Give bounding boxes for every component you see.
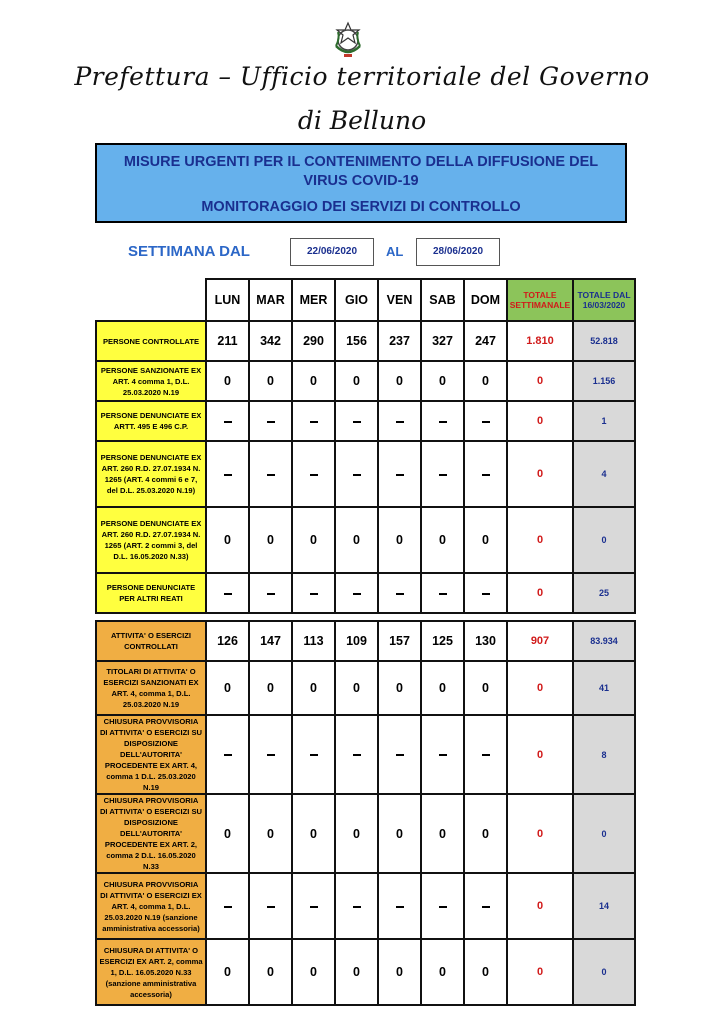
day-header: GIO (335, 279, 378, 321)
day-value-cell: 0 (464, 361, 507, 401)
day-value-cell (292, 441, 335, 507)
day-value-cell: 0 (249, 661, 292, 715)
dash-mark (396, 474, 404, 476)
dash-mark (310, 474, 318, 476)
day-value-cell: 290 (292, 321, 335, 361)
overall-total-cell: 8 (573, 715, 635, 794)
day-value-cell: 0 (206, 794, 249, 873)
dash-mark (353, 421, 361, 423)
day-header: LUN (206, 279, 249, 321)
table-corner (96, 279, 206, 321)
day-value-cell: 0 (292, 794, 335, 873)
day-value-cell (249, 715, 292, 794)
dash-mark (267, 906, 275, 908)
weekly-total-cell: 0 (507, 873, 573, 939)
dash-mark (439, 593, 447, 595)
overall-total-cell: 4 (573, 441, 635, 507)
control-table (95, 278, 636, 1006)
day-value-cell: 0 (378, 361, 421, 401)
day-value-cell (292, 573, 335, 613)
day-value-cell: 0 (464, 661, 507, 715)
day-header: DOM (464, 279, 507, 321)
day-value-cell: 130 (464, 621, 507, 661)
dash-mark (482, 474, 490, 476)
day-value-cell: 0 (421, 661, 464, 715)
dash-mark (439, 474, 447, 476)
day-value-cell (249, 873, 292, 939)
overall-total-cell: 0 (573, 507, 635, 573)
overall-total-cell: 1 (573, 401, 635, 441)
dash-mark (482, 754, 490, 756)
dash-mark (353, 593, 361, 595)
dash-mark (267, 421, 275, 423)
day-value-cell (335, 873, 378, 939)
day-header: MAR (249, 279, 292, 321)
day-value-cell: 147 (249, 621, 292, 661)
day-value-cell: 0 (292, 939, 335, 1005)
day-value-cell (206, 401, 249, 441)
weekly-total-cell: 0 (507, 401, 573, 441)
day-value-cell (464, 873, 507, 939)
row-label: TITOLARI DI ATTIVITA' O ESERCIZI SANZIONATI EX ART. 4, comma 1, D.L. 25.03.2020 N.19 (96, 661, 206, 715)
week-al-label: AL (386, 244, 404, 259)
table-row (96, 621, 635, 661)
weekly-total-cell: 0 (507, 507, 573, 573)
dash-mark (310, 421, 318, 423)
dash-mark (310, 754, 318, 756)
day-value-cell (206, 873, 249, 939)
day-value-cell (292, 715, 335, 794)
day-value-cell: 0 (206, 361, 249, 401)
day-value-cell (206, 441, 249, 507)
table-header-row (96, 279, 635, 321)
row-label: PERSONE CONTROLLATE (96, 321, 206, 361)
day-value-cell: 0 (378, 661, 421, 715)
day-value-cell (421, 715, 464, 794)
day-value-cell: 126 (206, 621, 249, 661)
row-label: PERSONE DENUNCIATE EX ARTT. 495 E 496 C.P. (96, 401, 206, 441)
emblem-logo (330, 20, 366, 60)
day-value-cell: 125 (421, 621, 464, 661)
day-value-cell (206, 573, 249, 613)
day-header: MER (292, 279, 335, 321)
dash-mark (439, 754, 447, 756)
day-value-cell: 0 (292, 507, 335, 573)
day-value-cell: 0 (335, 939, 378, 1005)
row-label: CHIUSURA DI ATTIVITA' O ESERCIZI EX ART. 2, comma 1, D.L. 16.05.2020 N.33 (sanzione amministrativa accessoria) (96, 939, 206, 1005)
table-row (96, 573, 635, 613)
day-value-cell: 156 (335, 321, 378, 361)
prefettura-city: di Belluno (297, 106, 427, 135)
day-value-cell: 0 (206, 939, 249, 1005)
dash-mark (482, 593, 490, 595)
day-value-cell: 0 (335, 661, 378, 715)
day-value-cell (378, 441, 421, 507)
overall-total-cell: 83.934 (573, 621, 635, 661)
overall-total-cell: 52.818 (573, 321, 635, 361)
dash-mark (482, 906, 490, 908)
table-row (96, 401, 635, 441)
day-value-cell: 0 (464, 507, 507, 573)
day-value-cell (421, 573, 464, 613)
day-value-cell (378, 573, 421, 613)
day-value-cell: 0 (249, 794, 292, 873)
day-value-cell: 0 (335, 507, 378, 573)
overall-total-cell: 0 (573, 794, 635, 873)
dash-mark (439, 906, 447, 908)
row-label: PERSONE DENUNCIATE EX ART. 260 R.D. 27.07.1934 N. 1265 (ART. 2 commi 3, del D.L. 16.05.2020 N.33) (96, 507, 206, 573)
table-row (96, 321, 635, 361)
day-value-cell (378, 715, 421, 794)
dash-mark (439, 421, 447, 423)
weekly-total-cell: 0 (507, 361, 573, 401)
dash-mark (310, 593, 318, 595)
dash-mark (267, 593, 275, 595)
day-value-cell (335, 401, 378, 441)
day-value-cell: 0 (206, 661, 249, 715)
dash-mark (482, 421, 490, 423)
day-value-cell (464, 401, 507, 441)
row-label: CHIUSURA PROVVISORIA DI ATTIVITA' O ESERCIZI EX ART. 4, comma 1, D.L. 25.03.2020 N.19 (sanzione amministrativa accessoria) (96, 873, 206, 939)
day-value-cell: 113 (292, 621, 335, 661)
table-row (96, 939, 635, 1005)
weekly-total-cell: 0 (507, 441, 573, 507)
day-value-cell: 0 (421, 939, 464, 1005)
weekly-total-cell: 0 (507, 939, 573, 1005)
weekly-total-cell: 0 (507, 715, 573, 794)
dash-mark (353, 754, 361, 756)
row-label: PERSONE DENUNCIATE PER ALTRI REATI (96, 573, 206, 613)
day-value-cell: 0 (421, 507, 464, 573)
row-label: CHIUSURA PROVVISORIA DI ATTIVITA' O ESERCIZI SU DISPOSIZIONE DELL'AUTORITA' PROCEDENTE EX ART. 2, comma 2 D.L. 16.05.2020 N.33 (96, 794, 206, 873)
day-value-cell: 0 (292, 661, 335, 715)
row-label: CHIUSURA PROVVISORIA DI ATTIVITA' O ESERCIZI SU DISPOSIZIONE DELL'AUTORITA' PROCEDENTE EX ART. 4, comma 1 D.L. 25.03.2020 N.19 (96, 715, 206, 794)
day-value-cell: 0 (378, 939, 421, 1005)
overall-total-cell: 1.156 (573, 361, 635, 401)
day-value-cell: 0 (378, 794, 421, 873)
week-from-date: 22/06/2020 (290, 238, 374, 266)
section-separator (96, 613, 635, 621)
day-value-cell: 237 (378, 321, 421, 361)
day-value-cell: 109 (335, 621, 378, 661)
day-header: SAB (421, 279, 464, 321)
day-value-cell: 157 (378, 621, 421, 661)
day-value-cell (464, 441, 507, 507)
day-value-cell (378, 873, 421, 939)
day-value-cell: 0 (335, 794, 378, 873)
dash-mark (396, 593, 404, 595)
day-value-cell (464, 715, 507, 794)
table-row (96, 715, 635, 794)
table-row (96, 794, 635, 873)
dash-mark (267, 474, 275, 476)
dash-mark (224, 421, 232, 423)
weekly-total-cell: 907 (507, 621, 573, 661)
separator-cell (96, 613, 635, 621)
day-value-cell (292, 873, 335, 939)
dash-mark (224, 474, 232, 476)
table-row (96, 361, 635, 401)
overall-total-cell: 25 (573, 573, 635, 613)
overall-total-cell: 0 (573, 939, 635, 1005)
weekly-total-cell: 0 (507, 573, 573, 613)
dash-mark (267, 754, 275, 756)
day-value-cell (421, 401, 464, 441)
dash-mark (224, 593, 232, 595)
day-value-cell: 0 (378, 507, 421, 573)
dash-mark (396, 754, 404, 756)
overall-total-cell: 14 (573, 873, 635, 939)
dash-mark (224, 754, 232, 756)
day-value-cell (464, 573, 507, 613)
day-value-cell (335, 441, 378, 507)
day-value-cell (335, 715, 378, 794)
weekly-total-cell: 0 (507, 794, 573, 873)
dash-mark (396, 421, 404, 423)
weekly-total-header: TOTALE SETTIMANALE (507, 279, 573, 321)
week-label: SETTIMANA DAL (128, 243, 250, 260)
day-value-cell (249, 441, 292, 507)
day-value-cell: 0 (421, 794, 464, 873)
weekly-total-cell: 1.810 (507, 321, 573, 361)
table-row (96, 873, 635, 939)
week-to-date: 28/06/2020 (416, 238, 500, 266)
dash-mark (353, 474, 361, 476)
day-value-cell (292, 401, 335, 441)
day-value-cell (378, 401, 421, 441)
day-value-cell: 0 (249, 361, 292, 401)
table-row (96, 441, 635, 507)
day-value-cell: 0 (335, 361, 378, 401)
day-value-cell (206, 715, 249, 794)
day-value-cell: 342 (249, 321, 292, 361)
dash-mark (310, 906, 318, 908)
row-label: PERSONE SANZIONATE EX ART. 4 comma 1, D.L. 25.03.2020 N.19 (96, 361, 206, 401)
day-value-cell: 327 (421, 321, 464, 361)
banner-title: MISURE URGENTI PER IL CONTENIMENTO DELLA DIFFUSIONE DEL VIRUS COVID-19 (123, 154, 599, 189)
day-value-cell (249, 401, 292, 441)
day-value-cell (421, 441, 464, 507)
prefettura-heading: Prefettura – Ufficio territoriale del Governo (74, 62, 650, 91)
day-value-cell: 0 (249, 507, 292, 573)
banner-subtitle: MONITORAGGIO DEI SERVIZI DI CONTROLLO (201, 199, 521, 215)
dash-mark (224, 906, 232, 908)
table-row (96, 507, 635, 573)
day-value-cell (335, 573, 378, 613)
title-banner (95, 143, 627, 223)
table-row (96, 661, 635, 715)
dash-mark (396, 906, 404, 908)
day-value-cell: 0 (206, 507, 249, 573)
day-value-cell: 0 (292, 361, 335, 401)
day-header: VEN (378, 279, 421, 321)
day-value-cell: 0 (464, 939, 507, 1005)
day-value-cell: 247 (464, 321, 507, 361)
row-label: ATTIVITA' O ESERCIZI CONTROLLATI (96, 621, 206, 661)
overall-total-cell: 41 (573, 661, 635, 715)
day-value-cell: 0 (421, 361, 464, 401)
day-value-cell: 0 (249, 939, 292, 1005)
dash-mark (353, 906, 361, 908)
day-value-cell (421, 873, 464, 939)
row-label: PERSONE DENUNCIATE EX ART. 260 R.D. 27.07.1934 N. 1265 (ART. 4 commi 6 e 7, del D.L. 25.03.2020 N.19) (96, 441, 206, 507)
day-value-cell (249, 573, 292, 613)
day-value-cell: 0 (464, 794, 507, 873)
overall-total-header: TOTALE DAL 16/03/2020 (573, 279, 635, 321)
weekly-total-cell: 0 (507, 661, 573, 715)
day-value-cell: 211 (206, 321, 249, 361)
